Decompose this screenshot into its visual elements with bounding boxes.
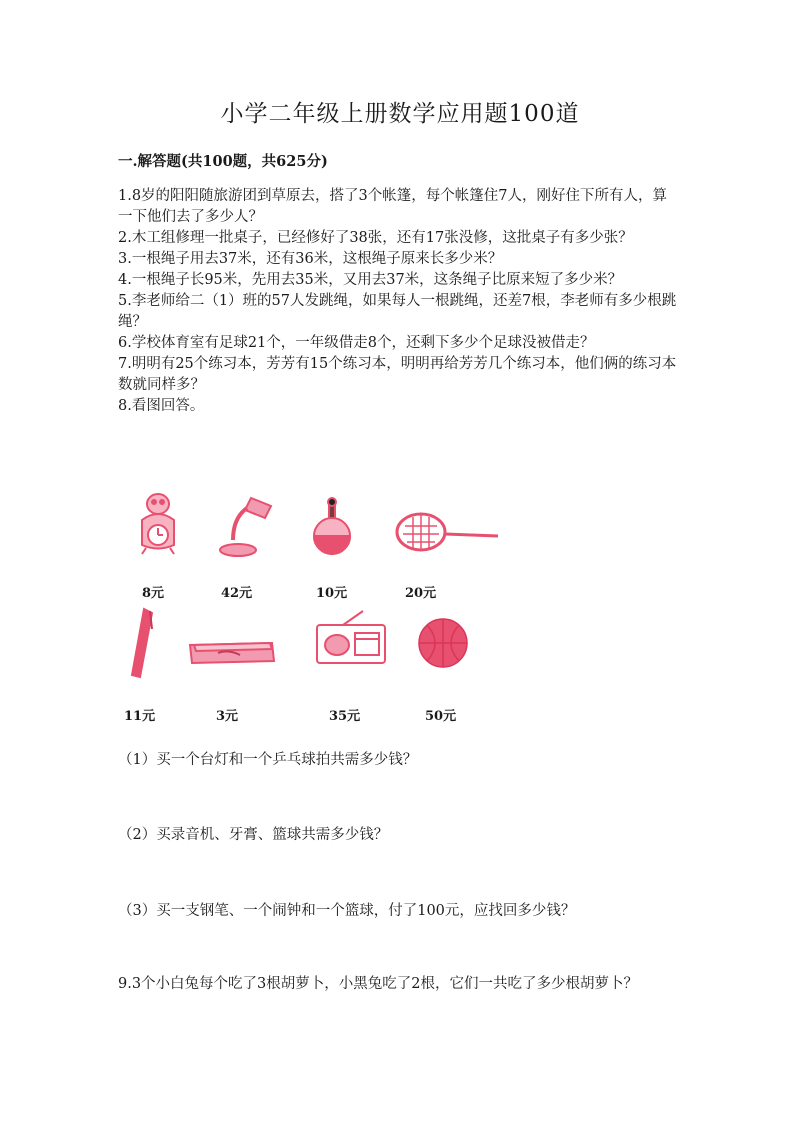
item-basketball (413, 605, 493, 724)
item-toothpaste (188, 605, 268, 724)
price-label: 50元 (425, 709, 457, 724)
question-4: 4.一根绳子长95米，先用去35米，又用去37米，这条绳子比原来短了多少米？ (118, 272, 623, 288)
item-radio-recorder (313, 605, 393, 724)
item-alarm-clock (128, 490, 208, 600)
alarm-clock-icon (128, 490, 188, 560)
question-1: 1.8岁的阳阳随旅游团到草原去，搭了3个帐篷，每个帐篷住7人，刚好住下所有人，算一下他们去了多少人？ (118, 188, 668, 225)
price-label: 3元 (216, 709, 239, 724)
price-label: 11元 (124, 709, 156, 724)
page-title: 小学二年级上册数学应用题100道 (220, 101, 580, 127)
subquestion-2: （2）买录音机、牙膏、篮球共需多少钱？ (118, 827, 389, 843)
section-heading: 一.解答题(共100题，共625分) (118, 153, 328, 170)
item-ping-pong-paddle (308, 490, 388, 600)
item-tennis-racket (393, 490, 473, 600)
item-desk-lamp (213, 490, 293, 600)
radio-recorder-icon (313, 605, 393, 675)
desk-lamp-icon (213, 490, 283, 560)
question-6: 6.学校体育室有足球21个，一年级借走8个，还剩下多少个足球没被借走？ (118, 335, 595, 351)
question-7: 7.明明有25个练习本，芳芳有15个练习本，明明再给芳芳几个练习本，他们俩的练习本数就同样多？ (118, 356, 677, 393)
price-label: 20元 (405, 586, 437, 601)
price-label: 42元 (221, 586, 253, 601)
question-5: 5.李老师给二（1）班的57人发跳绳，如果每人一根跳绳，还差7根，李老师有多少根跳绳？ (118, 293, 677, 330)
price-illustration (118, 480, 538, 724)
question-8: 8.看图回答。 (118, 398, 205, 414)
basketball-icon (413, 605, 473, 675)
price-label: 8元 (142, 586, 165, 601)
ping-pong-paddle-icon (308, 490, 358, 560)
question-9: 9.3个小白兔每个吃了3根胡萝卜，小黑兔吃了2根，它们一共吃了多少根胡萝卜？ (118, 976, 639, 992)
price-label: 35元 (329, 709, 361, 724)
question-list (118, 186, 678, 417)
subquestion-1: （1）买一个台灯和一个乒乓球拍共需多少钱？ (118, 752, 418, 768)
pen-icon (122, 605, 162, 685)
tennis-racket-icon (393, 490, 503, 560)
question-2: 2.木工组修理一批桌子，已经修好了38张，还有17张没修，这批桌子有多少张？ (118, 230, 633, 246)
subquestion-3: （3）买一支钢笔、一个闹钟和一个篮球，付了100元，应找回多少钱？ (118, 903, 576, 919)
price-label: 10元 (316, 586, 348, 601)
question-3: 3.一根绳子用去37米，还有36米，这根绳子原来长多少米？ (118, 251, 503, 267)
toothpaste-icon (188, 605, 278, 675)
